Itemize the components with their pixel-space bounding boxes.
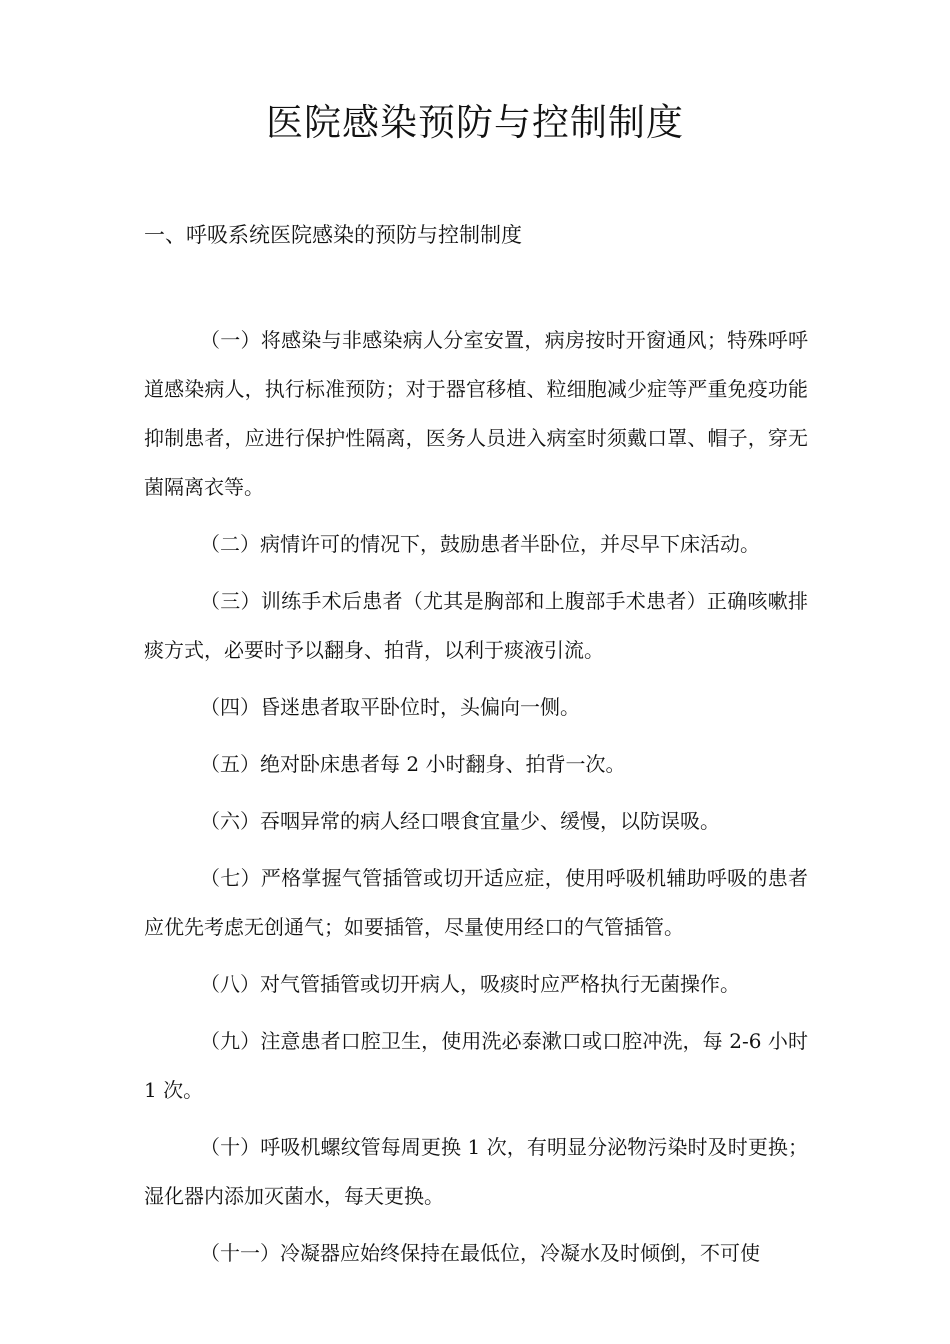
paragraph-6: （六）吞咽异常的病人经口喂食宜量少、缓慢，以防误吸。: [200, 809, 720, 833]
document-title: 医院感染预防与控制制度: [266, 101, 684, 144]
paragraph-1: （一）将感染与非感染病人分室安置，病房按时开窗通风；特殊呼呼道感染病人，执行标准预防；对于器官移植、粒细胞减少症等严重免疫功能抑制患者，应进行保护性隔离，医务人员进入病室时须戴口罩、帽子，穿无菌隔离衣等。: [144, 328, 808, 499]
paragraph-8: （八）对气管插管或切开病人，吸痰时应严格执行无菌操作。: [200, 972, 740, 996]
paragraph-7: （七）严格掌握气管插管或切开适应症，使用呼吸机辅助呼吸的患者应优先考虑无创通气；如要插管，尽量使用经口的气管插管。: [144, 866, 808, 939]
section-heading: 一、呼吸系统医院感染的预防与控制制度: [144, 223, 522, 247]
paragraph-4: （四）昏迷患者取平卧位时，头偏向一侧。: [200, 695, 580, 719]
paragraph-5: （五）绝对卧床患者每 2 小时翻身、拍背一次。: [200, 752, 626, 776]
paragraph-11: （十一）冷凝器应始终保持在最低位，冷凝水及时倾倒，不可使: [200, 1241, 760, 1265]
document-body: [144, 316, 808, 1286]
paragraph-10: （十）呼吸机螺纹管每周更换 1 次，有明显分泌物污染时及时更换；湿化器内添加灭菌水，每天更换。: [144, 1135, 808, 1208]
paragraph-3: （三）训练手术后患者（尤其是胸部和上腹部手术患者）正确咳嗽排痰方式，必要时予以翻身、拍背，以利于痰液引流。: [144, 589, 808, 662]
paragraph-9: （九）注意患者口腔卫生，使用洗必泰漱口或口腔冲洗，每 2-6 小时 1 次。: [144, 1029, 808, 1102]
paragraph-2: （二）病情许可的情况下，鼓励患者半卧位，并尽早下床活动。: [200, 532, 760, 556]
